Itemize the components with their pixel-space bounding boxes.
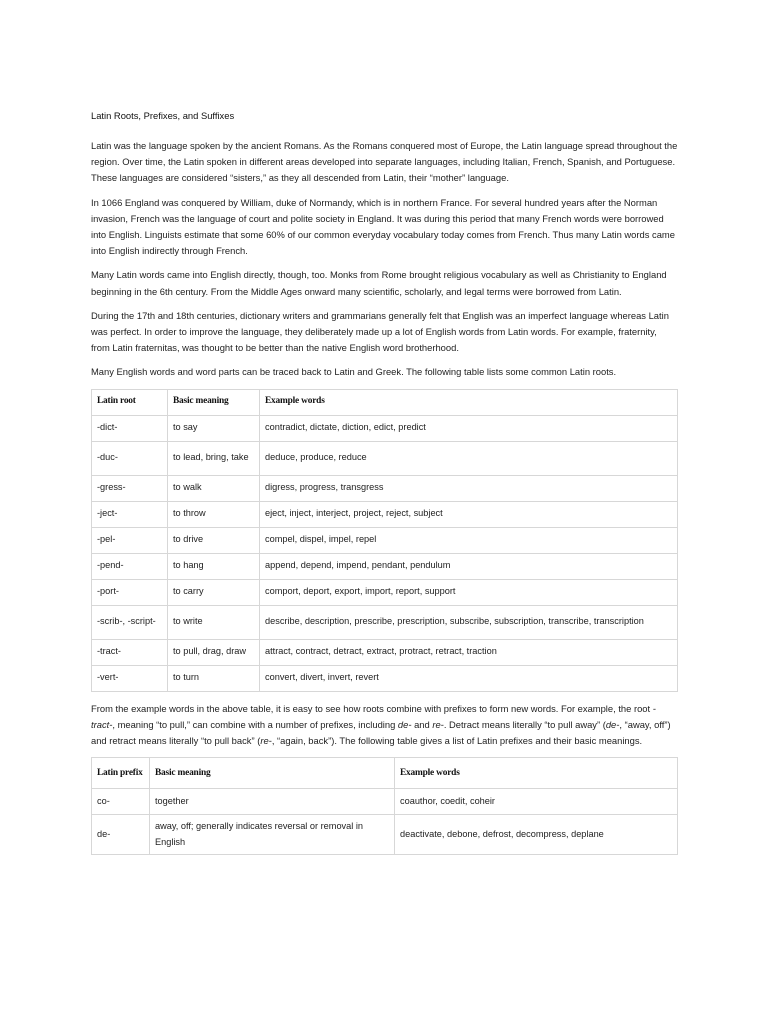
examples-cell: comport, deport, export, import, report, support: [260, 579, 678, 605]
table-row: [92, 475, 678, 501]
table-row: [92, 665, 678, 691]
text-run: From the example words in the above table, it is easy to see how roots combine with prefixes to form new words. For example, the root: [91, 702, 653, 714]
root-cell: -scrib-, -script-: [92, 605, 168, 639]
text-run: and: [411, 718, 433, 730]
meaning-cell: to pull, drag, draw: [168, 639, 260, 665]
root-cell: -dict-: [92, 415, 168, 441]
paragraph-latin-origins: Latin was the language spoken by the ancient Romans. As the Romans conquered most of Europe, the Latin language spread throughout the region. Over time, the Latin spoken in different areas developed into separate languages, including Italian, French, Spanish, and Portuguese. These languages are considered “sisters,” as they all descended from Latin, their “mother” language.: [91, 140, 678, 184]
latin-prefixes-table: [91, 757, 678, 855]
meaning-cell: to drive: [168, 527, 260, 553]
text-run: , “away, off”) and retract means literally “to pull back” (: [91, 718, 671, 747]
examples-cell: deduce, produce, reduce: [260, 441, 678, 475]
meaning-cell: to walk: [168, 475, 260, 501]
table-row: [92, 605, 678, 639]
examples-cell: append, depend, impend, pendant, pendulum: [260, 553, 678, 579]
examples-cell: digress, progress, transgress: [260, 475, 678, 501]
prefix-term-de: de-: [397, 718, 412, 730]
column-header-example-words: Example words: [260, 389, 678, 415]
document-page: [91, 108, 678, 855]
examples-cell: describe, description, prescribe, prescription, subscribe, subscription, transcribe, transcription: [260, 605, 678, 639]
table-row: [92, 639, 678, 665]
prefix-cell: de-: [92, 815, 150, 855]
paragraph-roots-intro: Many English words and word parts can be traced back to Latin and Greek. The following table lists some common Latin roots.: [91, 366, 617, 378]
examples-cell: convert, divert, invert, revert: [260, 665, 678, 691]
meaning-cell: to turn: [168, 665, 260, 691]
column-header-latin-prefix: Latin prefix: [92, 758, 150, 789]
table-row: [92, 579, 678, 605]
prefix-term-re: re-: [432, 718, 444, 730]
latin-roots-table: [91, 389, 678, 692]
table-row: [92, 789, 678, 815]
table-header-row: [92, 389, 678, 415]
column-header-basic-meaning: Basic meaning: [168, 389, 260, 415]
table-row: [92, 441, 678, 475]
meaning-cell: together: [150, 789, 395, 815]
meaning-cell: to lead, bring, take: [168, 441, 260, 475]
root-cell: -port-: [92, 579, 168, 605]
column-header-basic-meaning: Basic meaning: [150, 758, 395, 789]
root-cell: -pend-: [92, 553, 168, 579]
root-cell: -ject-: [92, 501, 168, 527]
meaning-cell: away, off; generally indicates reversal or removal in English: [150, 815, 395, 855]
paragraph-norman-invasion: In 1066 England was conquered by William, duke of Normandy, which is in northern France. For several hundred years after the Norman invasion, French was the language of court and polite society in England. It was during this period that many French words were borrowed into English. Linguists estimate that some 60% of our common everyday vocabulary today comes from French. Thus many Latin words came into English indirectly through French.: [91, 196, 675, 257]
meaning-cell: to write: [168, 605, 260, 639]
table-row: [92, 415, 678, 441]
table-row: [92, 815, 678, 855]
table-row: [92, 527, 678, 553]
examples-cell: deactivate, debone, defrost, decompress, deplane: [395, 815, 678, 855]
table-row: [92, 553, 678, 579]
document-title: Latin Roots, Prefixes, and Suffixes: [91, 110, 235, 121]
meaning-cell: to hang: [168, 553, 260, 579]
examples-cell: compel, dispel, impel, repel: [260, 527, 678, 553]
root-cell: -gress-: [92, 475, 168, 501]
root-term-tract: -tract-: [91, 702, 656, 730]
meaning-cell: to carry: [168, 579, 260, 605]
root-cell: -tract-: [92, 639, 168, 665]
root-cell: -duc-: [92, 441, 168, 475]
text-run: . Detract means literally “to pull away” (: [443, 718, 606, 730]
examples-cell: contradict, dictate, diction, edict, predict: [260, 415, 678, 441]
text-run: , meaning “to pull,” can combine with a number of prefixes, including: [112, 718, 398, 730]
table-header-row: [92, 758, 678, 789]
root-cell: -pel-: [92, 527, 168, 553]
meaning-cell: to throw: [168, 501, 260, 527]
paragraph-prefix-explanation: [91, 701, 678, 750]
column-header-example-words: Example words: [395, 758, 678, 789]
examples-cell: eject, inject, interject, project, reject, subject: [260, 501, 678, 527]
root-cell: -vert-: [92, 665, 168, 691]
examples-cell: coauthor, coedit, coheir: [395, 789, 678, 815]
column-header-latin-root: Latin root: [92, 389, 168, 415]
prefix-cell: co-: [92, 789, 150, 815]
paragraph-17th-18th-century: During the 17th and 18th centuries, dictionary writers and grammarians generally felt that English was an imperfect language whereas Latin was perfect. In order to improve the language, they deliberately made up a lot of English words from Latin words. For example, fraternity, from Latin fraternitas, was thought to be better than the native English word brotherhood.: [91, 309, 669, 354]
examples-cell: attract, contract, detract, extract, protract, retract, traction: [260, 639, 678, 665]
prefix-term-re: re-: [260, 735, 272, 747]
table-row: [92, 501, 678, 527]
prefix-term-de: de-: [605, 718, 620, 730]
paragraph-direct-borrowing: Many Latin words came into English directly, though, too. Monks from Rome brought religious vocabulary as well as Christianity to England beginning in the 6th century. From the Middle Ages onward many scientific, scholarly, and legal terms were borrowed from Latin.: [91, 269, 667, 297]
text-run: , “again, back”). The following table gives a list of Latin prefixes and their basic meanings.: [271, 735, 643, 747]
meaning-cell: to say: [168, 415, 260, 441]
